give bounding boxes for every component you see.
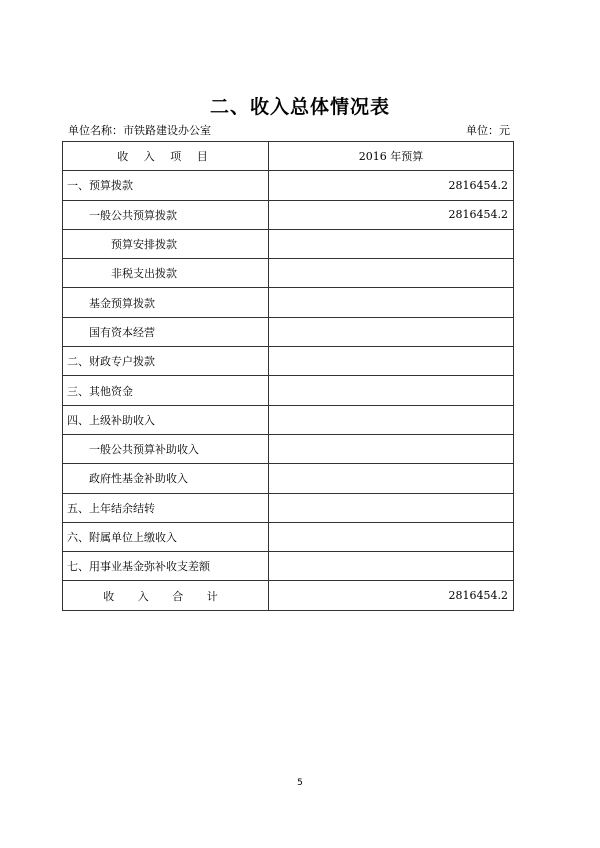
- row-label: 六、附属单位上缴收入: [63, 522, 269, 551]
- row-value: [269, 522, 514, 551]
- table-row: [63, 464, 514, 493]
- row-label: 国有资本经营: [63, 317, 269, 346]
- row-value: 2816454.2: [269, 171, 514, 200]
- unit-name: 单位名称：市铁路建设办公室: [68, 124, 211, 137]
- table-row: [63, 434, 514, 463]
- row-label: 一般公共预算拨款: [63, 200, 269, 229]
- row-value: 2816454.2: [269, 200, 514, 229]
- row-value: [269, 464, 514, 493]
- row-label: 四、上级补助收入: [63, 405, 269, 434]
- page-number: 5: [297, 778, 303, 788]
- table-row: [63, 493, 514, 522]
- table-row: [63, 376, 514, 405]
- total-value: 2816454.2: [269, 581, 514, 610]
- row-label: 一、预算拨款: [63, 171, 269, 200]
- row-label: 三、其他资金: [63, 376, 269, 405]
- table-row: [63, 200, 514, 229]
- row-value: [269, 347, 514, 376]
- header-budget: 2016 年预算: [269, 142, 514, 171]
- total-label: 收 入 合 计: [63, 581, 269, 610]
- currency-unit: 单位：元: [466, 124, 510, 137]
- table-meta: [68, 122, 510, 138]
- table-row: [63, 552, 514, 581]
- table-row: [63, 317, 514, 346]
- row-label: 基金预算拨款: [63, 288, 269, 317]
- row-label: 二、财政专户拨款: [63, 347, 269, 376]
- table-row: [63, 522, 514, 551]
- row-label: 政府性基金补助收入: [63, 464, 269, 493]
- row-value: [269, 405, 514, 434]
- row-label: 五、上年结余结转: [63, 493, 269, 522]
- row-value: [269, 259, 514, 288]
- row-value: [269, 493, 514, 522]
- row-value: [269, 376, 514, 405]
- row-label: 一般公共预算补助收入: [63, 434, 269, 463]
- table-header-row: [63, 142, 514, 171]
- header-item: 收 入 项 目: [63, 142, 269, 171]
- total-row: [63, 581, 514, 610]
- table-row: [63, 288, 514, 317]
- table-row: [63, 347, 514, 376]
- income-table: [62, 141, 514, 611]
- table-row: [63, 171, 514, 200]
- row-value: [269, 552, 514, 581]
- row-label: 非税支出拨款: [63, 259, 269, 288]
- row-value: [269, 317, 514, 346]
- row-value: [269, 288, 514, 317]
- row-label: 七、用事业基金弥补收支差额: [63, 552, 269, 581]
- table-row: [63, 405, 514, 434]
- page-title: 二、收入总体情况表: [209, 96, 390, 118]
- table-row: [63, 259, 514, 288]
- table-row: [63, 229, 514, 258]
- row-value: [269, 434, 514, 463]
- row-label: 预算安排拨款: [63, 229, 269, 258]
- row-value: [269, 229, 514, 258]
